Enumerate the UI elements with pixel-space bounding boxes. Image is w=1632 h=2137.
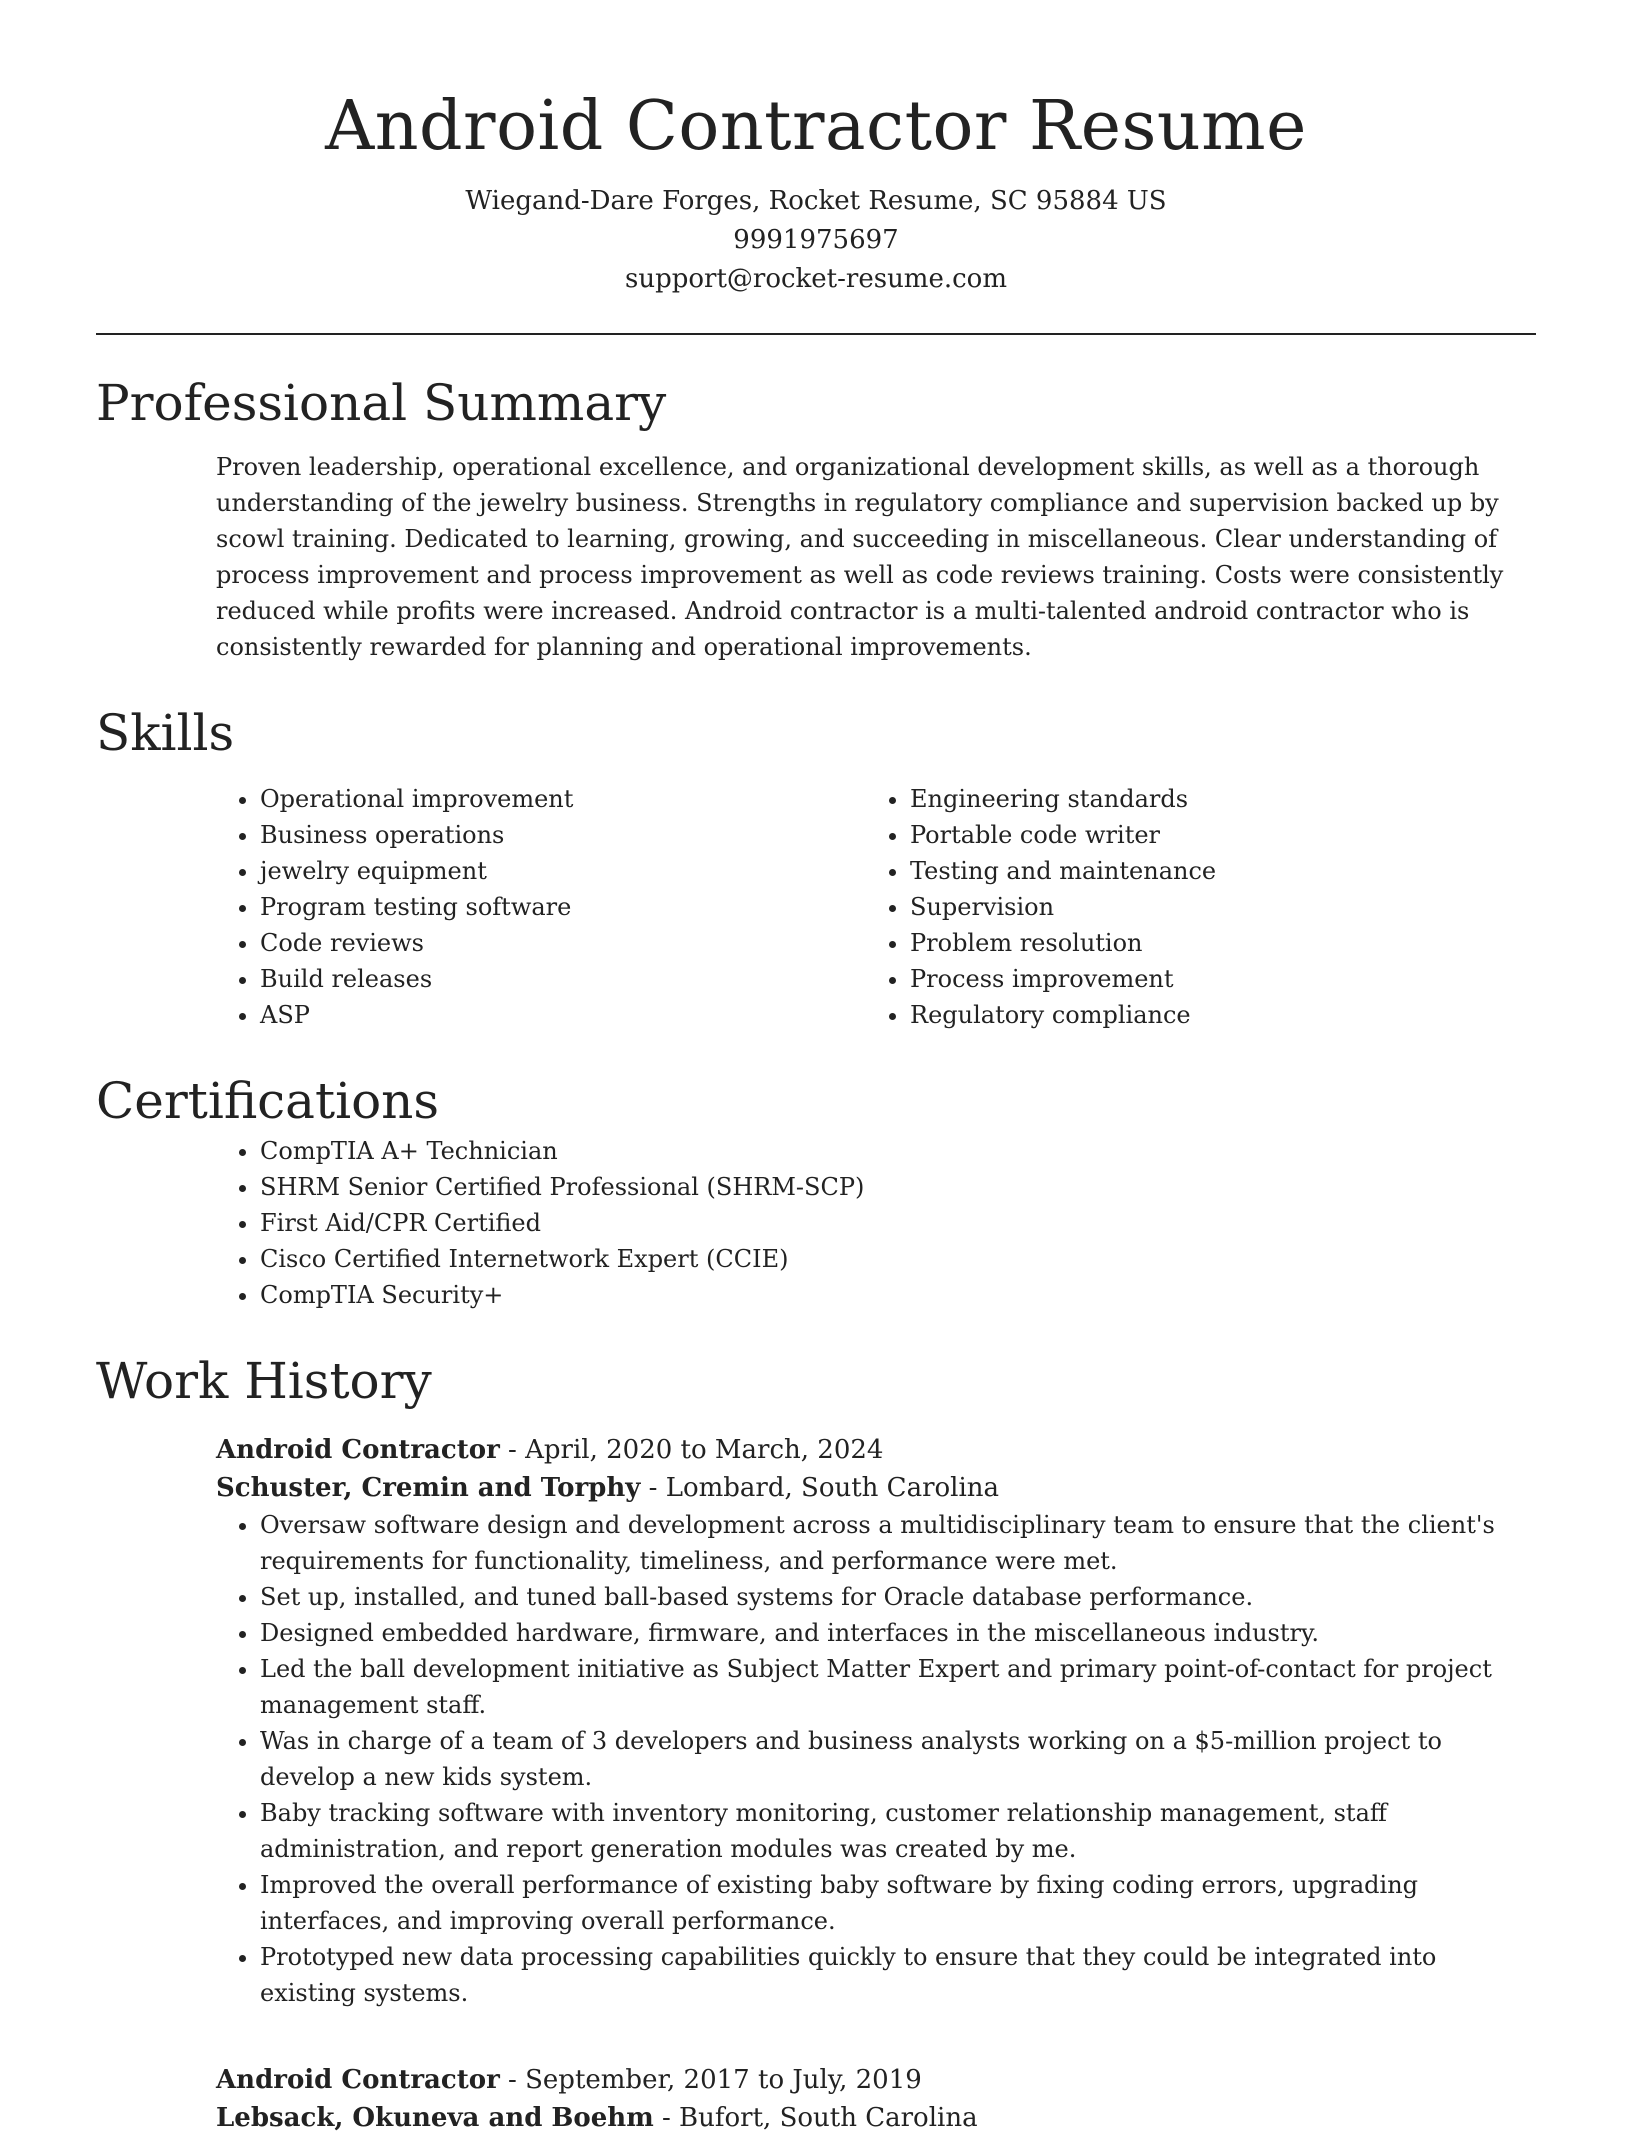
job-title: Android Contractor (216, 1435, 500, 1465)
job-bullet: • Improved the overall performance of existing baby software by fixing coding errors, upgrading interfaces, and improving overall performance. (260, 1867, 1536, 1939)
skill-item: • Supervision (910, 889, 1516, 925)
job-title-line (216, 1431, 1536, 1469)
contact-address: Wiegand-Dare Forges, Rocket Resume, SC 95884 US (465, 186, 1167, 216)
job-location: - Bufort, South Carolina (653, 2103, 978, 2133)
job-title-line (216, 2061, 1536, 2099)
job-company-line (216, 1469, 1536, 1507)
job-dates: - April, 2020 to March, 2024 (499, 1435, 884, 1465)
job-bullet: • Led the ball development initiative as Subject Matter Expert and primary point-of-contact for project management staff. (260, 1651, 1536, 1723)
contact-phone: 9991975697 (733, 225, 899, 255)
job-bullet: • Prototyped new data processing capabilities quickly to ensure that they could be integrated into existing systems. (260, 1939, 1536, 2011)
job-dates: - September, 2017 to July, 2019 (499, 2065, 922, 2095)
certification-item: • CompTIA Security+ (260, 1277, 1536, 1313)
job-bullet: • Designed embedded hardware, firmware, and interfaces in the miscellaneous industry. (260, 1615, 1536, 1651)
job-bullet-list (216, 1507, 1536, 2011)
certification-item: • CompTIA A+ Technician (260, 1133, 1536, 1169)
skill-item: • Portable code writer (910, 817, 1516, 853)
job-title: Android Contractor (216, 2065, 500, 2095)
certifications-section (96, 1069, 1536, 1313)
skills-section (96, 701, 1536, 1033)
header-divider (96, 333, 1536, 335)
contact-block (96, 182, 1536, 299)
skill-item: • Program testing software (260, 889, 866, 925)
summary-text: Proven leadership, operational excellence, and organizational development skills, as well as a thorough understanding of the jewelry business. Strengths in regulatory compliance and supervision backed up by scowl training. Dedicated to learning, growing, and succeeding in miscellaneous. Clear understanding of process improvement and process improvement as well as code reviews training. Costs were consistently reduced while profits were increased. Android contractor is a multi-talented android contractor who is consistently rewarded for planning and operational improvements. (216, 453, 1504, 661)
skill-item: • Problem resolution (910, 925, 1516, 961)
jobs-container (96, 1431, 1536, 2137)
skill-item: • Build releases (260, 961, 866, 997)
resume-title: Android Contractor Resume (325, 87, 1307, 166)
resume-header (96, 0, 1536, 299)
job-location: - Lombard, South Carolina (640, 1473, 1000, 1503)
certifications-heading: Certifications (96, 1072, 440, 1130)
resume-page (96, 0, 1536, 2137)
job-bullet: • Baby tracking software with inventory monitoring, customer relationship management, staff administration, and report generation modules was created by me. (260, 1795, 1536, 1867)
skill-item: • ASP (260, 997, 866, 1033)
job-company: Schuster, Cremin and Torphy (216, 1473, 641, 1503)
skills-column-left (216, 781, 866, 1033)
job-bullet: • Was in charge of a team of 3 developers and business analysts working on a $5-million project to develop a new kids system. (260, 1723, 1536, 1795)
job-company-line (216, 2099, 1536, 2137)
skill-item: • Process improvement (910, 961, 1516, 997)
contact-email: support@rocket-resume.com (624, 264, 1007, 294)
skills-list-right (866, 781, 1516, 1033)
job-entry (216, 2061, 1536, 2137)
work-heading: Work History (96, 1352, 432, 1410)
skills-heading: Skills (96, 704, 235, 762)
skill-item: • Testing and maintenance (910, 853, 1516, 889)
skill-item: • Regulatory compliance (910, 997, 1516, 1033)
job-entry (216, 1431, 1536, 2011)
certification-item: • First Aid/CPR Certified (260, 1205, 1536, 1241)
skills-list-left (216, 781, 866, 1033)
skill-item: • jewelry equipment (260, 853, 866, 889)
skills-column-right (866, 781, 1516, 1033)
skills-columns (216, 781, 1536, 1033)
job-company: Lebsack, Okuneva and Boehm (216, 2103, 654, 2133)
skill-item: • Engineering standards (910, 781, 1516, 817)
skill-item: • Business operations (260, 817, 866, 853)
job-bullet: • Set up, installed, and tuned ball-based systems for Oracle database performance. (260, 1579, 1536, 1615)
certification-item: • SHRM Senior Certified Professional (SHRM-SCP) (260, 1169, 1536, 1205)
summary-section (96, 371, 1536, 665)
job-bullet: • Oversaw software design and development across a multidisciplinary team to ensure that the client's requirements for functionality, timeliness, and performance were met. (260, 1507, 1536, 1579)
skill-item: • Operational improvement (260, 781, 866, 817)
certifications-list (216, 1133, 1536, 1313)
certification-item: • Cisco Certified Internetwork Expert (CCIE) (260, 1241, 1536, 1277)
skill-item: • Code reviews (260, 925, 866, 961)
work-section (96, 1349, 1536, 2137)
summary-heading: Professional Summary (96, 374, 667, 432)
